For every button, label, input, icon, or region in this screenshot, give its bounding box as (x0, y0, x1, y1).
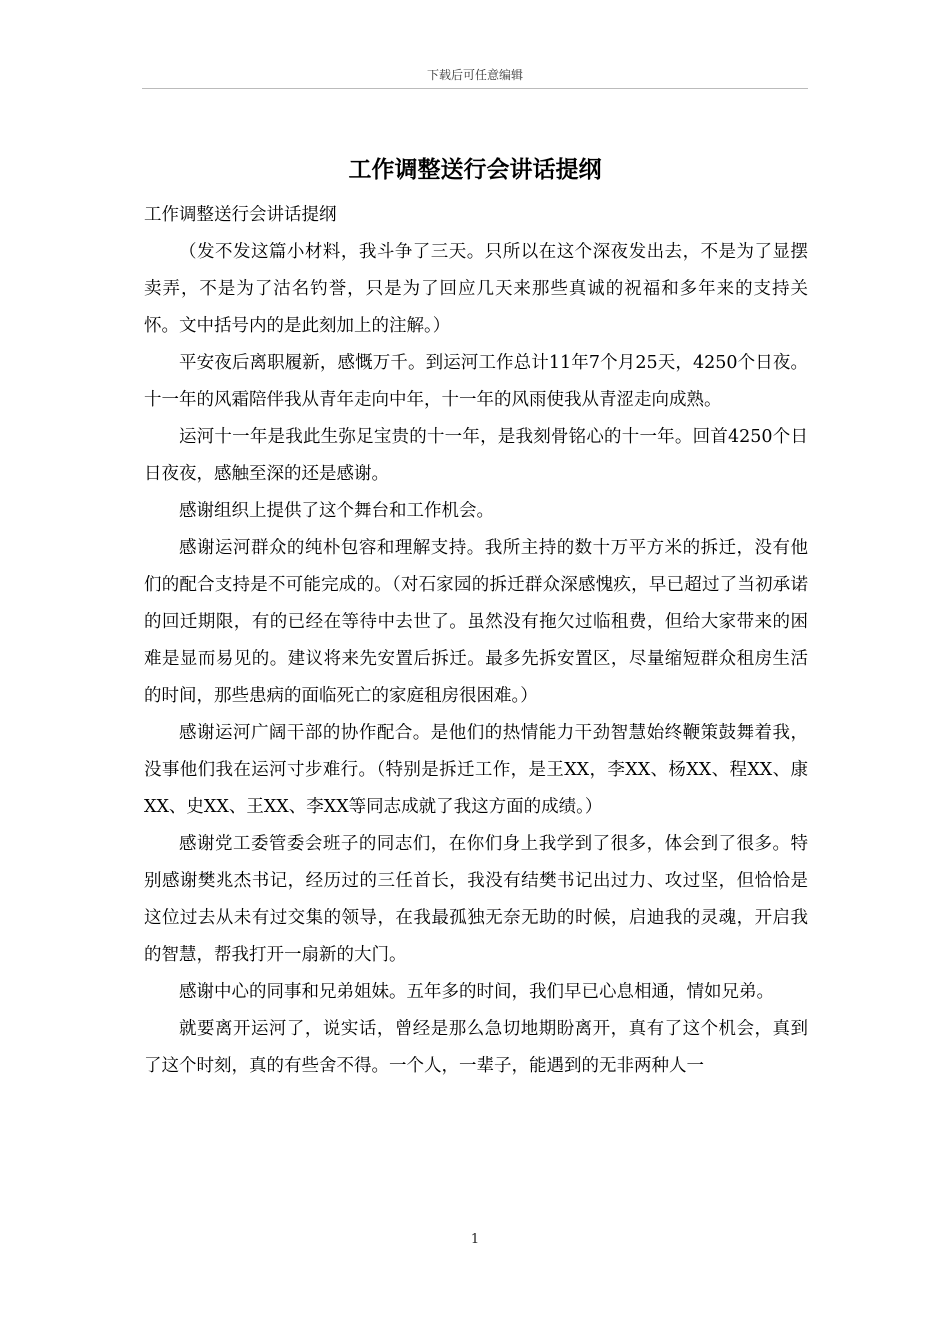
paragraph-thanks-committee: 感谢党工委管委会班子的同志们，在你们身上我学到了很多，体会到了很多。特别感谢樊兆杰书记，经历过的三任首长，我没有结樊书记出过力、攻过坚，但恰恰是这位过去从未有过交集的领导，在我最孤独无奈无助的时候，启迪我的灵魂，开启我的智慧，帮我打开一扇新的大门。 (144, 834, 808, 965)
page-header-note: 下载后可任意编辑 (426, 68, 523, 82)
paragraph-thanks-cadres: 感谢运河广阔干部的协作配合。是他们的热情能力干劲智慧始终鞭策鼓舞着我，没事他们我在运河寸步难行。（特别是拆迁工作，是王XX，李XX、杨XX、程XX、康XX、史XX、王XX、李XX等同志成就了我这方面的成绩。） (144, 723, 808, 817)
paragraph-thanks-residents: 感谢运河群众的纯朴包容和理解支持。我所主持的数十万平方米的拆迁，没有他们的配合支持是不可能完成的。（对石家园的拆迁群众深感愧疚，早已超过了当初承诺的回迁期限，有的已经在等待中去世了。虽然没有拖欠过临租费，但给大家带来的困难是显而易见的。建议将来先安置后拆迁。最多先拆安置区，尽量缩短群众租房生活的时间，那些患病的面临死亡的家庭租房很困难。） (144, 538, 808, 706)
paragraph-intro: 平安夜后离职履新，感慨万千。到运河工作总计11年7个月25天，4250个日夜。十一年的风霜陪伴我从青年走向中年，十一年的风雨使我从青涩走向成熟。 (144, 353, 808, 410)
paragraph-thanks-organization: 感谢组织上提供了这个舞台和工作机会。 (179, 501, 494, 521)
paragraph-preface: （发不发这篇小材料，我斗争了三天。只所以在这个深夜发出去，不是为了显摆卖弄，不是为了沽名钓誉，只是为了回应几天来那些真诚的祝福和多年来的支持关怀。文中括号内的是此刻加上的注解。） (144, 242, 808, 336)
paragraph-thanks-colleagues: 感谢中心的同事和兄弟姐妹。五年多的时间，我们早已心息相通，情如兄弟。 (179, 982, 774, 1002)
document-body (144, 197, 808, 1085)
paragraph-farewell: 就要离开运河了，说实话，曾经是那么急切地期盼离开，真有了这个机会，真到了这个时刻，真的有些舍不得。一个人，一辈子，能遇到的无非两种人一 (144, 1019, 808, 1076)
header-divider (142, 88, 808, 89)
page-number: 1 (470, 1232, 480, 1247)
document-subtitle: 工作调整送行会讲话提纲 (144, 205, 337, 225)
paragraph-reflection: 运河十一年是我此生弥足宝贵的十一年，是我刻骨铭心的十一年。回首4250个日日夜夜，感触至深的还是感谢。 (144, 427, 808, 484)
document-title: 工作调整送行会讲话提纲 (348, 156, 602, 183)
